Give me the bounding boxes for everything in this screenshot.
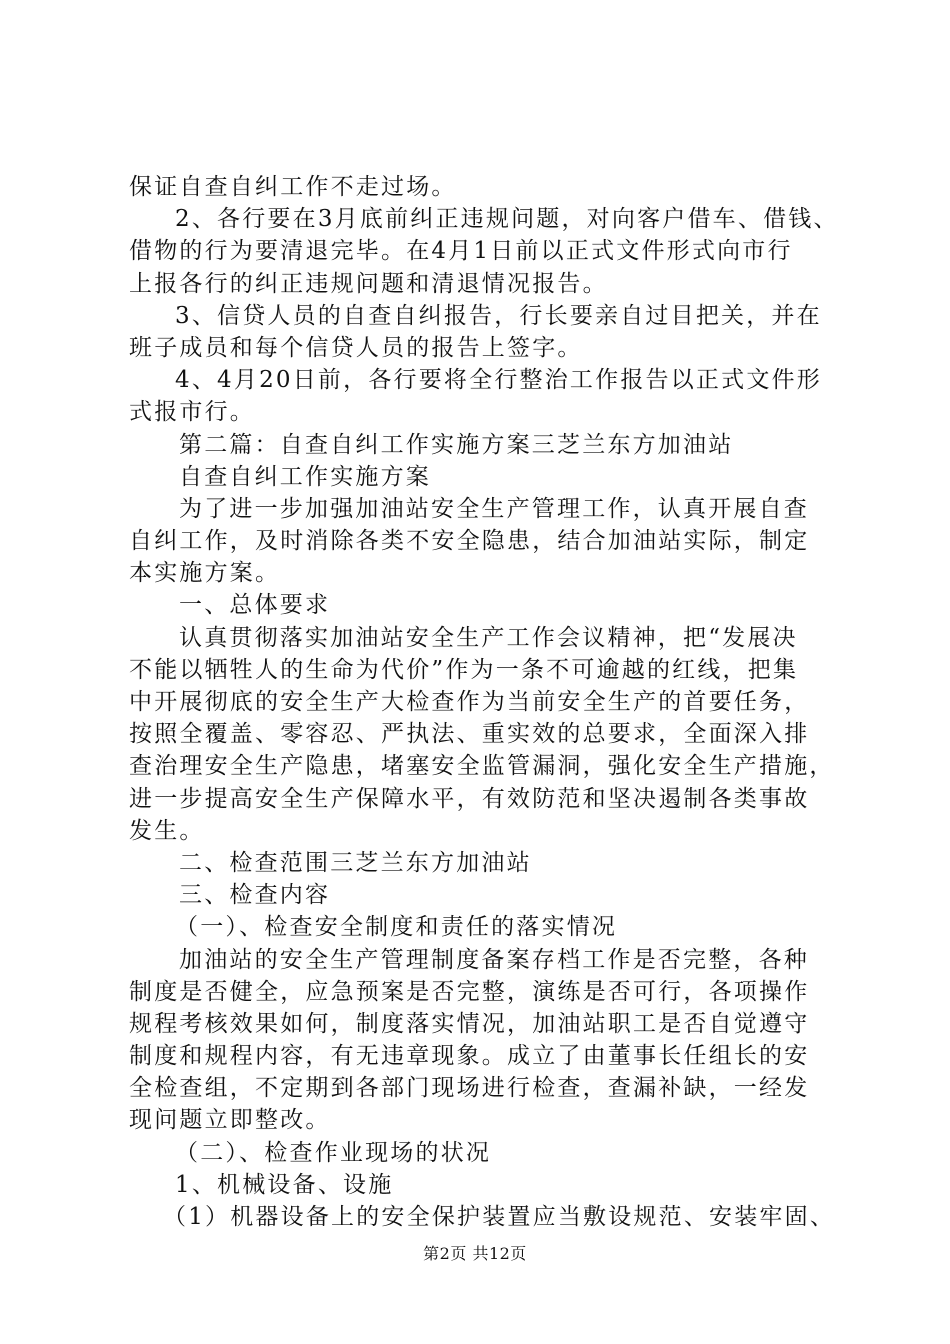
text-line: 按照全覆盖、零容忍、严执法、重实效的总要求，全面深入排 [129,721,810,748]
text-line: 式报市行。 [129,399,255,426]
text-line: 制度和规程内容，有无违章现象。成立了由董事长任组长的安 [129,1043,810,1070]
text-line: 中开展彻底的安全生产大检查作为当前安全生产的首要任务， [129,689,810,715]
section-heading: 第二篇：自查自纠工作实施方案三芝兰东方加油站 [179,431,734,458]
section-heading: 三、检查内容 [179,882,331,909]
text-line: 本实施方案。 [129,560,281,587]
text-line: 自查自纠工作实施方案 [179,463,431,490]
text-line: 2、各行要在3月底前纠正违规问题，对向客户借车、借钱、 [175,206,839,233]
text-line: 自纠工作，及时消除各类不安全隐患，结合加油站实际，制定 [129,528,810,555]
text-line: 借物的行为要清退完毕。在4月1日前以正式文件形式向市行 [129,238,793,265]
text-line: 班子成员和每个信贷人员的报告上签字。 [129,334,583,361]
text-line: 不能以牺牲人的生命为代价”作为一条不可逾越的红线，把集 [129,656,799,683]
page-footer: 第2页 共12页 [423,1244,527,1263]
text-line: 4、4月20日前，各行要将全行整治工作报告以正式文件形 [175,367,822,394]
text-line: 上报各行的纠正违规问题和清退情况报告。 [129,270,608,297]
text-line: 规程考核效果如何，制度落实情况，加油站职工是否自觉遵守 [129,1010,810,1037]
subsection-heading: （二）、检查作业现场的状况 [175,1139,492,1166]
text-line: 进一步提高安全生产保障水平，有效防范和坚决遏制各类事故 [129,785,810,812]
text-line: 1、机械设备、设施 [175,1171,394,1198]
text-line: 制度是否健全，应急预案是否完整，演练是否可行，各项操作 [129,978,810,1005]
text-line: 认真贯彻落实加油站安全生产工作会议精神，把“发展决 [179,624,798,651]
text-line: 现问题立即整改。 [129,1107,331,1134]
section-heading: 二、检查范围三芝兰东方加油站 [179,849,532,876]
text-line: 保证自查自纠工作不走过场。 [129,174,457,200]
text-line: 加油站的安全生产管理制度备案存档工作是否完整，各种 [179,946,809,973]
text-line: 全检查组，不定期到各部门现场进行检查，查漏补缺，一经发 [129,1075,810,1102]
text-line: 为了进一步加强加油站安全生产管理工作，认真开展自查 [179,495,809,522]
document-body [129,171,839,1233]
text-line: 查治理安全生产隐患，堵塞安全监管漏洞，强化安全生产措施， [129,753,835,780]
section-heading: 一、总体要求 [179,592,331,619]
subsection-heading: （一）、检查安全制度和责任的落实情况 [175,914,618,941]
text-line: 发生。 [129,817,205,844]
text-line: （1）机器设备上的安全保护装置应当敷设规范、安装牢固、 [163,1204,836,1230]
text-line: 3、信贷人员的自查自纠报告，行长要亲自过目把关，并在 [175,302,822,329]
